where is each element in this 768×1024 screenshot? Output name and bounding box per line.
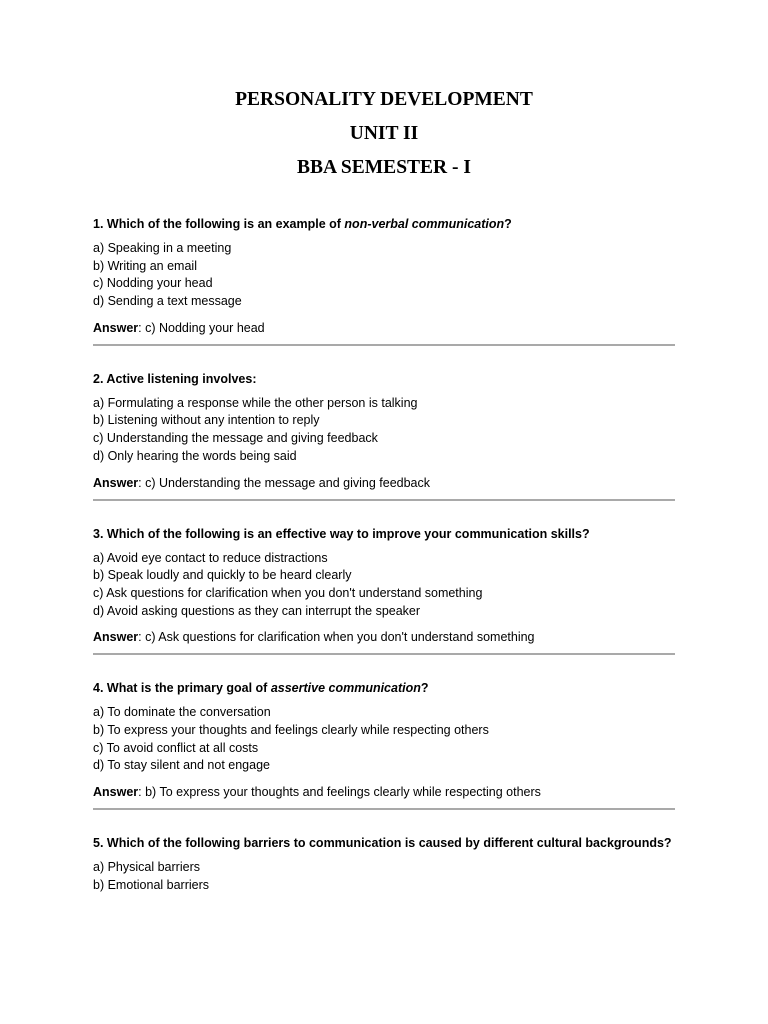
option: b) Listening without any intention to reply [93, 413, 320, 428]
question-1-options [93, 240, 675, 311]
option: b) Writing an email [93, 258, 197, 273]
question-2-title: 2. Active listening involves: [93, 371, 257, 386]
question-3 [93, 523, 675, 656]
question-2-options [93, 395, 675, 466]
divider [93, 653, 675, 655]
question-list [93, 213, 675, 894]
divider [93, 499, 675, 501]
option: d) Only hearing the words being said [93, 448, 297, 463]
question-3-options [93, 550, 675, 621]
option: c) Nodding your head [93, 276, 213, 291]
question-1-answer: Answer: c) Nodding your head [93, 320, 265, 335]
question-3-title: 3. Which of the following is an effective way to improve your communication skills? [93, 526, 590, 541]
option: d) Avoid asking questions as they can interrupt the speaker [93, 603, 421, 618]
question-5 [93, 832, 675, 894]
semester-heading: BBA SEMESTER - I [297, 157, 471, 178]
question-5-options [93, 859, 675, 894]
answer-label: Answer [93, 320, 139, 335]
option: c) Understanding the message and giving feedback [93, 431, 378, 446]
question-5-title: 5. Which of the following barriers to communication is caused by different cultural backgrounds? [93, 836, 672, 850]
option: a) Formulating a response while the other person is talking [93, 395, 418, 410]
unit-heading: UNIT II [349, 123, 419, 144]
option: c) Ask questions for clarification when you don't understand something [93, 585, 483, 600]
question-4-answer: Answer: b) To express your thoughts and feelings clearly while respecting others [93, 785, 541, 799]
option: a) Avoid eye contact to reduce distractions [93, 550, 328, 565]
option: b) To express your thoughts and feelings clearly while respecting others [93, 722, 489, 737]
option: b) Emotional barriers [93, 877, 210, 892]
answer-label: Answer [93, 630, 139, 645]
question-4-title: 4. What is the primary goal of assertive communication? [93, 681, 429, 696]
divider [93, 344, 675, 346]
answer-label: Answer [93, 785, 139, 799]
question-3-answer: Answer: c) Ask questions for clarification when you don't understand something [93, 630, 535, 645]
question-4-options [93, 704, 675, 775]
question-1-title: 1. Which of the following is an example of non-verbal communication? [93, 217, 512, 231]
question-2-answer: Answer: c) Understanding the message and giving feedback [93, 475, 431, 490]
question-1 [93, 213, 675, 346]
answer-label: Answer [93, 475, 139, 490]
document-header [0, 86, 768, 188]
option: d) To stay silent and not engage [93, 758, 270, 773]
document-title: PERSONALITY DEVELOPMENT [235, 89, 533, 110]
option: d) Sending a text message [93, 294, 242, 309]
option: c) To avoid conflict at all costs [93, 740, 259, 755]
divider [93, 808, 675, 810]
option: b) Speak loudly and quickly to be heard clearly [93, 568, 352, 583]
question-2 [93, 368, 675, 501]
question-4 [93, 677, 675, 810]
option: a) To dominate the conversation [93, 705, 271, 720]
option: a) Physical barriers [93, 860, 200, 874]
option: a) Speaking in a meeting [93, 241, 232, 255]
